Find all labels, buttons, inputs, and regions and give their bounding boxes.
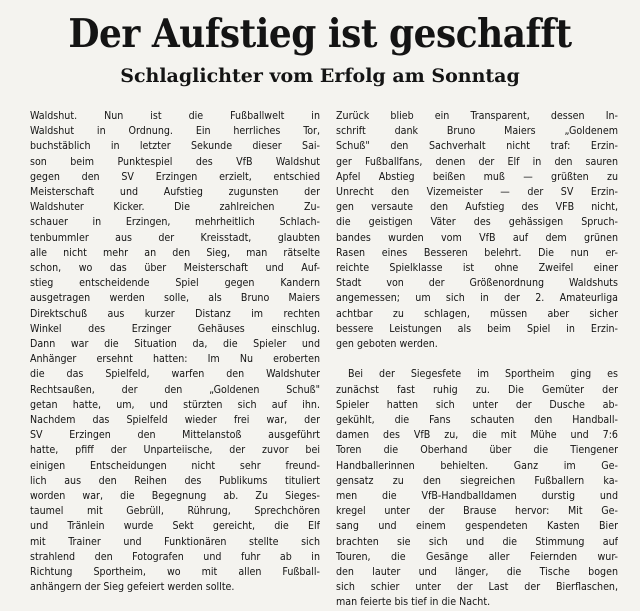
text-line: Direktschuß aus kurzer Distanz im rechten [30, 307, 320, 320]
text-line: sang und einem gespendeten Kasten Bier [336, 520, 618, 533]
text-line: sich schier unter der Last der Bierflaschen, [336, 581, 618, 594]
text-line: men die VfB-Handballdamen durstig und [336, 490, 618, 503]
text-line: kregel unter der Brause hervor: Mit Ge- [336, 505, 618, 518]
text-line: Rasen eines Besseren belehrt. Die nun er- [336, 246, 618, 259]
text-line: Toren die Oberhand über die Tiengener [336, 444, 618, 457]
text-line: Handballerinnen behielten. Ganz im Ge- [336, 459, 618, 472]
text-line: Dann war die Situation da, die Spieler und [30, 338, 320, 351]
text-line: SV Erzingen den Mittelanstoß ausgeführt [30, 429, 320, 442]
text-line: die das Spielfeld, warfen den Waldshuter [30, 368, 320, 381]
text-line: alle nicht mehr an den Sieg, man rätselte [30, 246, 320, 259]
text-line: Winkel des Erzinger Gehäuses einschlug. [30, 322, 320, 335]
text-line: man feierte bis tief in die Nacht. [336, 596, 491, 609]
text-line: gekühlt, die Fans schauten den Handball- [336, 414, 618, 427]
text-line: Waldshuter Kicker. Die zahlreichen Zu- [30, 201, 320, 214]
text-line: Meisterschaft und Aufstieg zugunsten der [30, 186, 320, 199]
text-line: son beim Punktespiel des VfB Waldshut [30, 155, 320, 168]
text-line: Spieler hatten sich unter der Dusche ab- [336, 398, 618, 411]
text-line: taumel mit Gebrüll, Rührung, Sprechchören [30, 505, 320, 518]
text-line: zunächst fast ruhig zu. Die Gemüter der [336, 383, 618, 396]
text-line: Rechtsaußen, der den „Goldenen Schuß" [30, 383, 320, 396]
text-line: lich aus den Reihen des Publikums tituliert [30, 474, 320, 487]
text-line: bandes wurden vom VfB auf dem grünen [336, 231, 618, 244]
text-line: einigen Entscheidungen nicht sehr freund- [30, 459, 320, 472]
text-line: den lauter und länger, die Tische bogen [336, 566, 618, 579]
text-line: gegen den SV Erzingen erzielt, entschied [30, 170, 320, 183]
subheadline: Schlaglichter vom Erfolg am Sonntag [120, 65, 520, 87]
text-line: bessere Leistungen als beim Spiel in Erzin- [336, 322, 618, 335]
headline: Der Aufstieg ist geschafft [68, 11, 572, 57]
text-line: Waldshut. Nun ist die Fußballwelt in [30, 110, 320, 122]
text-line: ger Fußballfans, denen der Elf in den sauren [336, 155, 618, 168]
text-line: schrift dank Bruno Maiers „Goldenem [336, 125, 618, 138]
text-line: reichte Spielklasse ist ohne Zweifel einer [336, 262, 618, 275]
text-line: worden war, die Begegnung ab. Zu Sieges- [30, 490, 320, 503]
text-line: achtbar zu schlagen, müssen aber sicher [336, 307, 618, 320]
text-line: Richtung Sportheim, wo mit allen Fußball- [30, 566, 320, 579]
text-line: gensatz zu den siegreichen Fußballern ka- [336, 474, 618, 487]
text-line: mit Trainer und Funktionären stellte sich [30, 535, 320, 548]
text-line: ausgetragen werden solle, als Bruno Maiers [30, 292, 320, 305]
text-line: Anhänger ersehnt hatten: Im Nu eroberten [30, 353, 320, 366]
text-line: strahlend den Fotografen und fuhr ab in [30, 550, 320, 563]
text-line: getan hatte, um, und stürzten sich auf ihn. [30, 398, 320, 411]
text-line: schon, wo das über Meisterschaft und Auf- [30, 262, 320, 275]
article-column-2-paragraph-2 [336, 367, 618, 610]
text-line: buchstäblich in letzter Sekunde dieser Sai- [30, 140, 320, 153]
article-column-1 [30, 109, 320, 596]
text-line: Waldshut in Ordnung. Ein herrliches Tor, [30, 125, 320, 138]
text-line: Apfel Abstieg beißen muß — grüßten zu [336, 170, 618, 183]
text-line: Zurück blieb ein Transparent, dessen In- [336, 110, 618, 122]
text-line: hatte, pfiff der Unparteiische, der zuvor bei [30, 444, 320, 457]
text-line: Touren, die Gesänge aller Feiernden wur- [336, 550, 618, 563]
column-divider [326, 112, 327, 582]
text-line: angemessen; um sich in der 2. Amateurliga [336, 292, 618, 305]
text-line: und Tränlein wurde Sekt gereicht, die Elf [30, 520, 320, 533]
text-line: brachten sie sich und die Stimmung auf [336, 535, 618, 548]
text-line: gen geboten werden. [336, 338, 438, 351]
text-line: die geistigen Väter des gehässigen Spruch- [336, 216, 618, 229]
text-line: damen des VfB zu, die mit Mühe und 7:6 [336, 429, 618, 442]
text-line: Stadt von der Größenordnung Waldshuts [336, 277, 618, 290]
article-column-2-paragraph-1 [336, 109, 618, 352]
article-column-2 [336, 109, 618, 611]
text-line: stieg entscheidende Spiel gegen Kandern [30, 277, 320, 290]
text-line: anhängern der Sieg gefeiert werden sollte. [30, 581, 235, 594]
text-line: Schuß" den Sachverhalt nicht traf: Erzin- [336, 140, 618, 153]
text-line: schauer in Erzingen, mehrheitlich Schlach- [30, 216, 320, 229]
text-line: Bei der Siegesfete im Sportheim ging es [348, 368, 618, 381]
text-line: gen versaute den Aufstieg des VFB nicht, [336, 201, 618, 214]
text-line: Unrecht den Vizemeister — der SV Erzin- [336, 186, 618, 199]
paragraph-gap [336, 352, 618, 367]
text-line: Nachdem das Spielfeld wieder frei war, der [30, 414, 320, 427]
text-line: tenbummler aus der Kreisstadt, glaubten [30, 231, 320, 244]
